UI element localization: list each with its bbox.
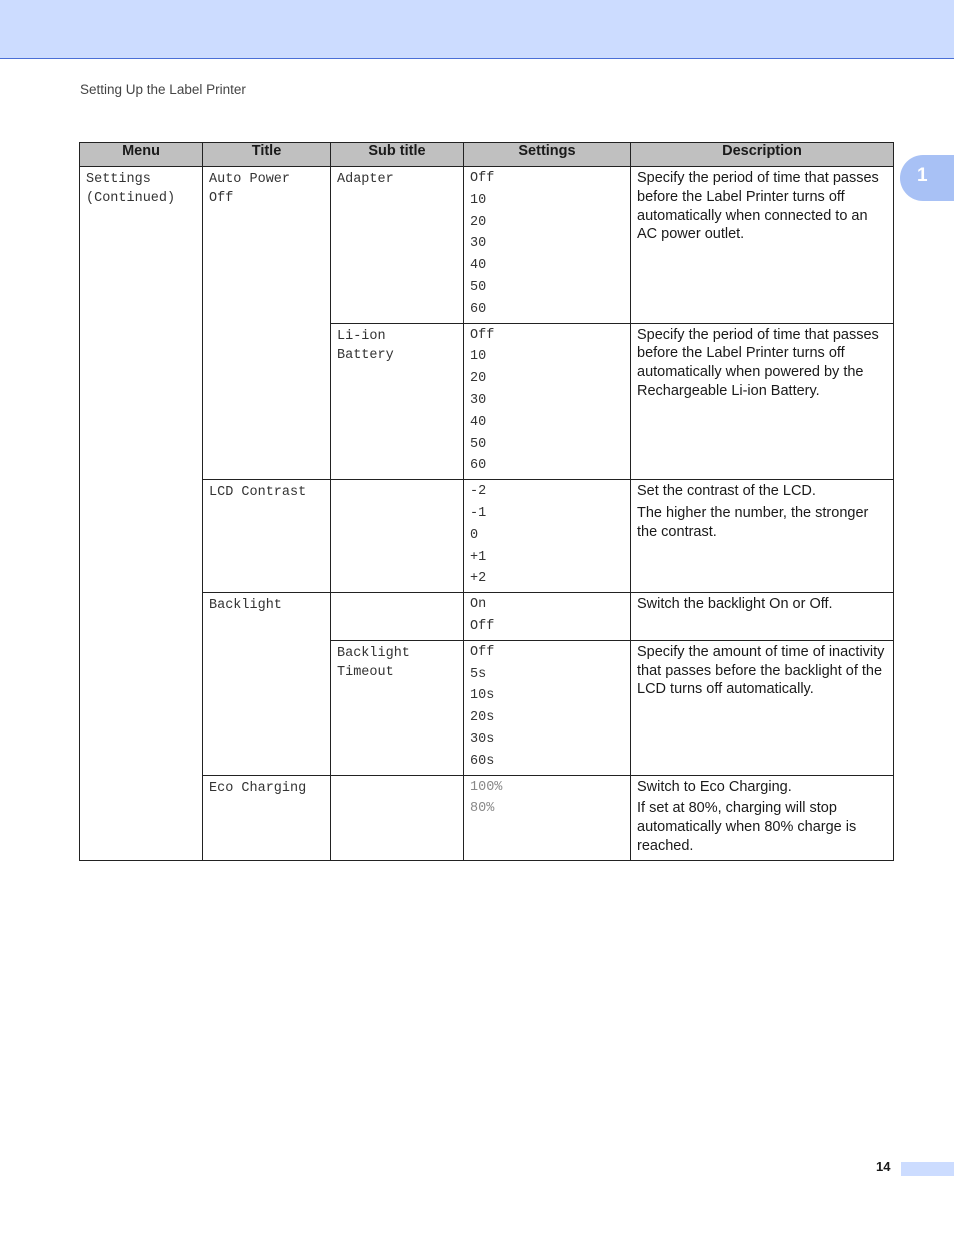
menu-cell <box>80 167 203 861</box>
settings-lcd-contrast <box>464 480 631 593</box>
setting-option: 20 <box>470 371 487 387</box>
subtitle-battery: Li-ion Battery <box>331 323 464 480</box>
setting-option: 10 <box>470 192 487 208</box>
subtitle-empty <box>331 775 464 860</box>
setting-option: 100% <box>470 779 503 795</box>
chapter-tab <box>900 155 954 201</box>
description-eco-charging: Switch to Eco Charging. If set at 80%, charging will stop automatically when 80% charge is reached. <box>631 775 894 860</box>
setting-option: 40 <box>470 414 487 430</box>
setting-option: Off <box>470 327 495 343</box>
setting-option: 60 <box>470 458 487 474</box>
setting-option: -2 <box>470 484 487 500</box>
settings-table <box>79 142 894 861</box>
description-battery: Specify the period of time that passes before the Label Printer turns off automatically when powered by the Rechargeable Li-ion Battery. <box>631 323 894 480</box>
subtitle-adapter: Adapter <box>331 167 464 324</box>
setting-option: 30s <box>470 731 495 747</box>
table-row <box>80 593 894 641</box>
setting-option: 5s <box>470 666 487 682</box>
setting-option: 10 <box>470 349 487 365</box>
header-band <box>0 0 954 59</box>
subtitle-empty <box>331 593 464 641</box>
setting-option: 50 <box>470 279 487 295</box>
setting-option: +1 <box>470 549 487 565</box>
title-backlight: Backlight <box>203 593 331 775</box>
setting-option: 60s <box>470 753 495 769</box>
setting-option: 30 <box>470 392 487 408</box>
title-lcd-contrast: LCD Contrast <box>203 480 331 593</box>
title-auto-power-off: Auto Power Off <box>203 167 331 480</box>
page-number-bar <box>901 1162 954 1176</box>
setting-option: 0 <box>470 527 479 543</box>
settings-backlight <box>464 593 631 641</box>
header-menu: Menu <box>80 143 203 167</box>
title-eco-charging: Eco Charging <box>203 775 331 860</box>
subtitle-empty <box>331 480 464 593</box>
setting-option: +2 <box>470 571 487 587</box>
setting-option: 40 <box>470 258 487 274</box>
subtitle-backlight-timeout: Backlight Timeout <box>331 640 464 775</box>
setting-option: 20 <box>470 214 487 230</box>
setting-option: 60 <box>470 301 487 317</box>
settings-backlight-timeout <box>464 640 631 775</box>
table-header-row <box>80 143 894 167</box>
setting-option: 80% <box>470 801 495 817</box>
menu-label: (Continued) <box>86 191 176 206</box>
running-header: Setting Up the Label Printer <box>80 82 246 97</box>
setting-option: On <box>470 597 487 613</box>
settings-battery <box>464 323 631 480</box>
setting-option: Off <box>470 171 495 186</box>
table-row <box>80 167 894 324</box>
table-row <box>80 775 894 860</box>
description-backlight-timeout: Specify the amount of time of inactivity that passes before the backlight of the LCD turns off automatically. <box>631 640 894 775</box>
description-lcd-contrast: Set the contrast of the LCD. The higher the number, the stronger the contrast. <box>631 480 894 593</box>
header-settings: Settings <box>464 143 631 167</box>
setting-option: 10s <box>470 688 495 704</box>
settings-adapter <box>464 167 631 324</box>
setting-option: Off <box>470 618 495 634</box>
header-subtitle: Sub title <box>331 143 464 167</box>
header-title: Title <box>203 143 331 167</box>
setting-option: -1 <box>470 505 487 521</box>
setting-option: Off <box>470 644 495 660</box>
setting-option: 30 <box>470 236 487 252</box>
description-adapter: Specify the period of time that passes before the Label Printer turns off automatically when connected to an AC power outlet. <box>631 167 894 324</box>
table-row <box>80 480 894 593</box>
settings-eco-charging <box>464 775 631 860</box>
setting-option: 50 <box>470 436 487 452</box>
header-description: Description <box>631 143 894 167</box>
description-backlight: Switch the backlight On or Off. <box>631 593 894 641</box>
menu-label: Settings <box>86 172 151 187</box>
setting-option: 20s <box>470 710 495 726</box>
chapter-number: 1 <box>917 165 928 186</box>
page-number: 14 <box>876 1159 891 1174</box>
